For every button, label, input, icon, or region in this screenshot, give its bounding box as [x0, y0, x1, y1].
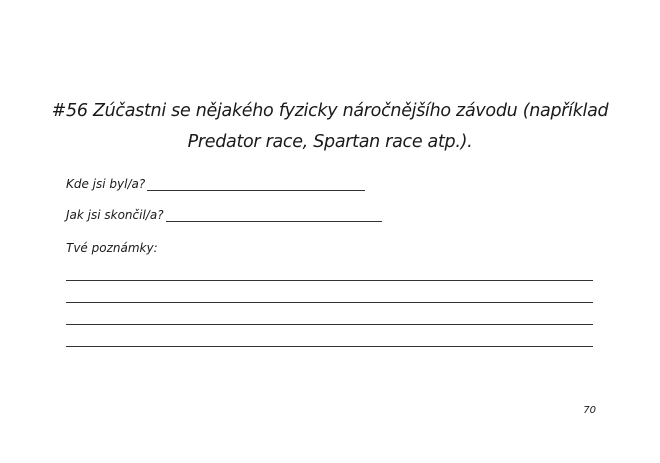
challenge-title: #56 Zúčastni se nějakého fyzicky náročnějšího závodu (například Predator race, Spartan race atp.). [51, 101, 609, 152]
notes-line[interactable] [66, 280, 593, 281]
notes-label: Tvé poznámky: [66, 241, 158, 255]
where-answer-line[interactable] [147, 178, 365, 191]
where-label: Kde jsi byl/a? [66, 177, 146, 191]
where-field-row [66, 177, 365, 191]
page-number: 70 [583, 405, 596, 416]
notes-line[interactable] [66, 324, 593, 325]
notes-line[interactable] [66, 302, 593, 303]
result-answer-line[interactable] [166, 209, 382, 222]
notes-line[interactable] [66, 346, 593, 347]
result-field-row [66, 208, 382, 222]
result-label: Jak jsi skončil/a? [66, 208, 164, 222]
